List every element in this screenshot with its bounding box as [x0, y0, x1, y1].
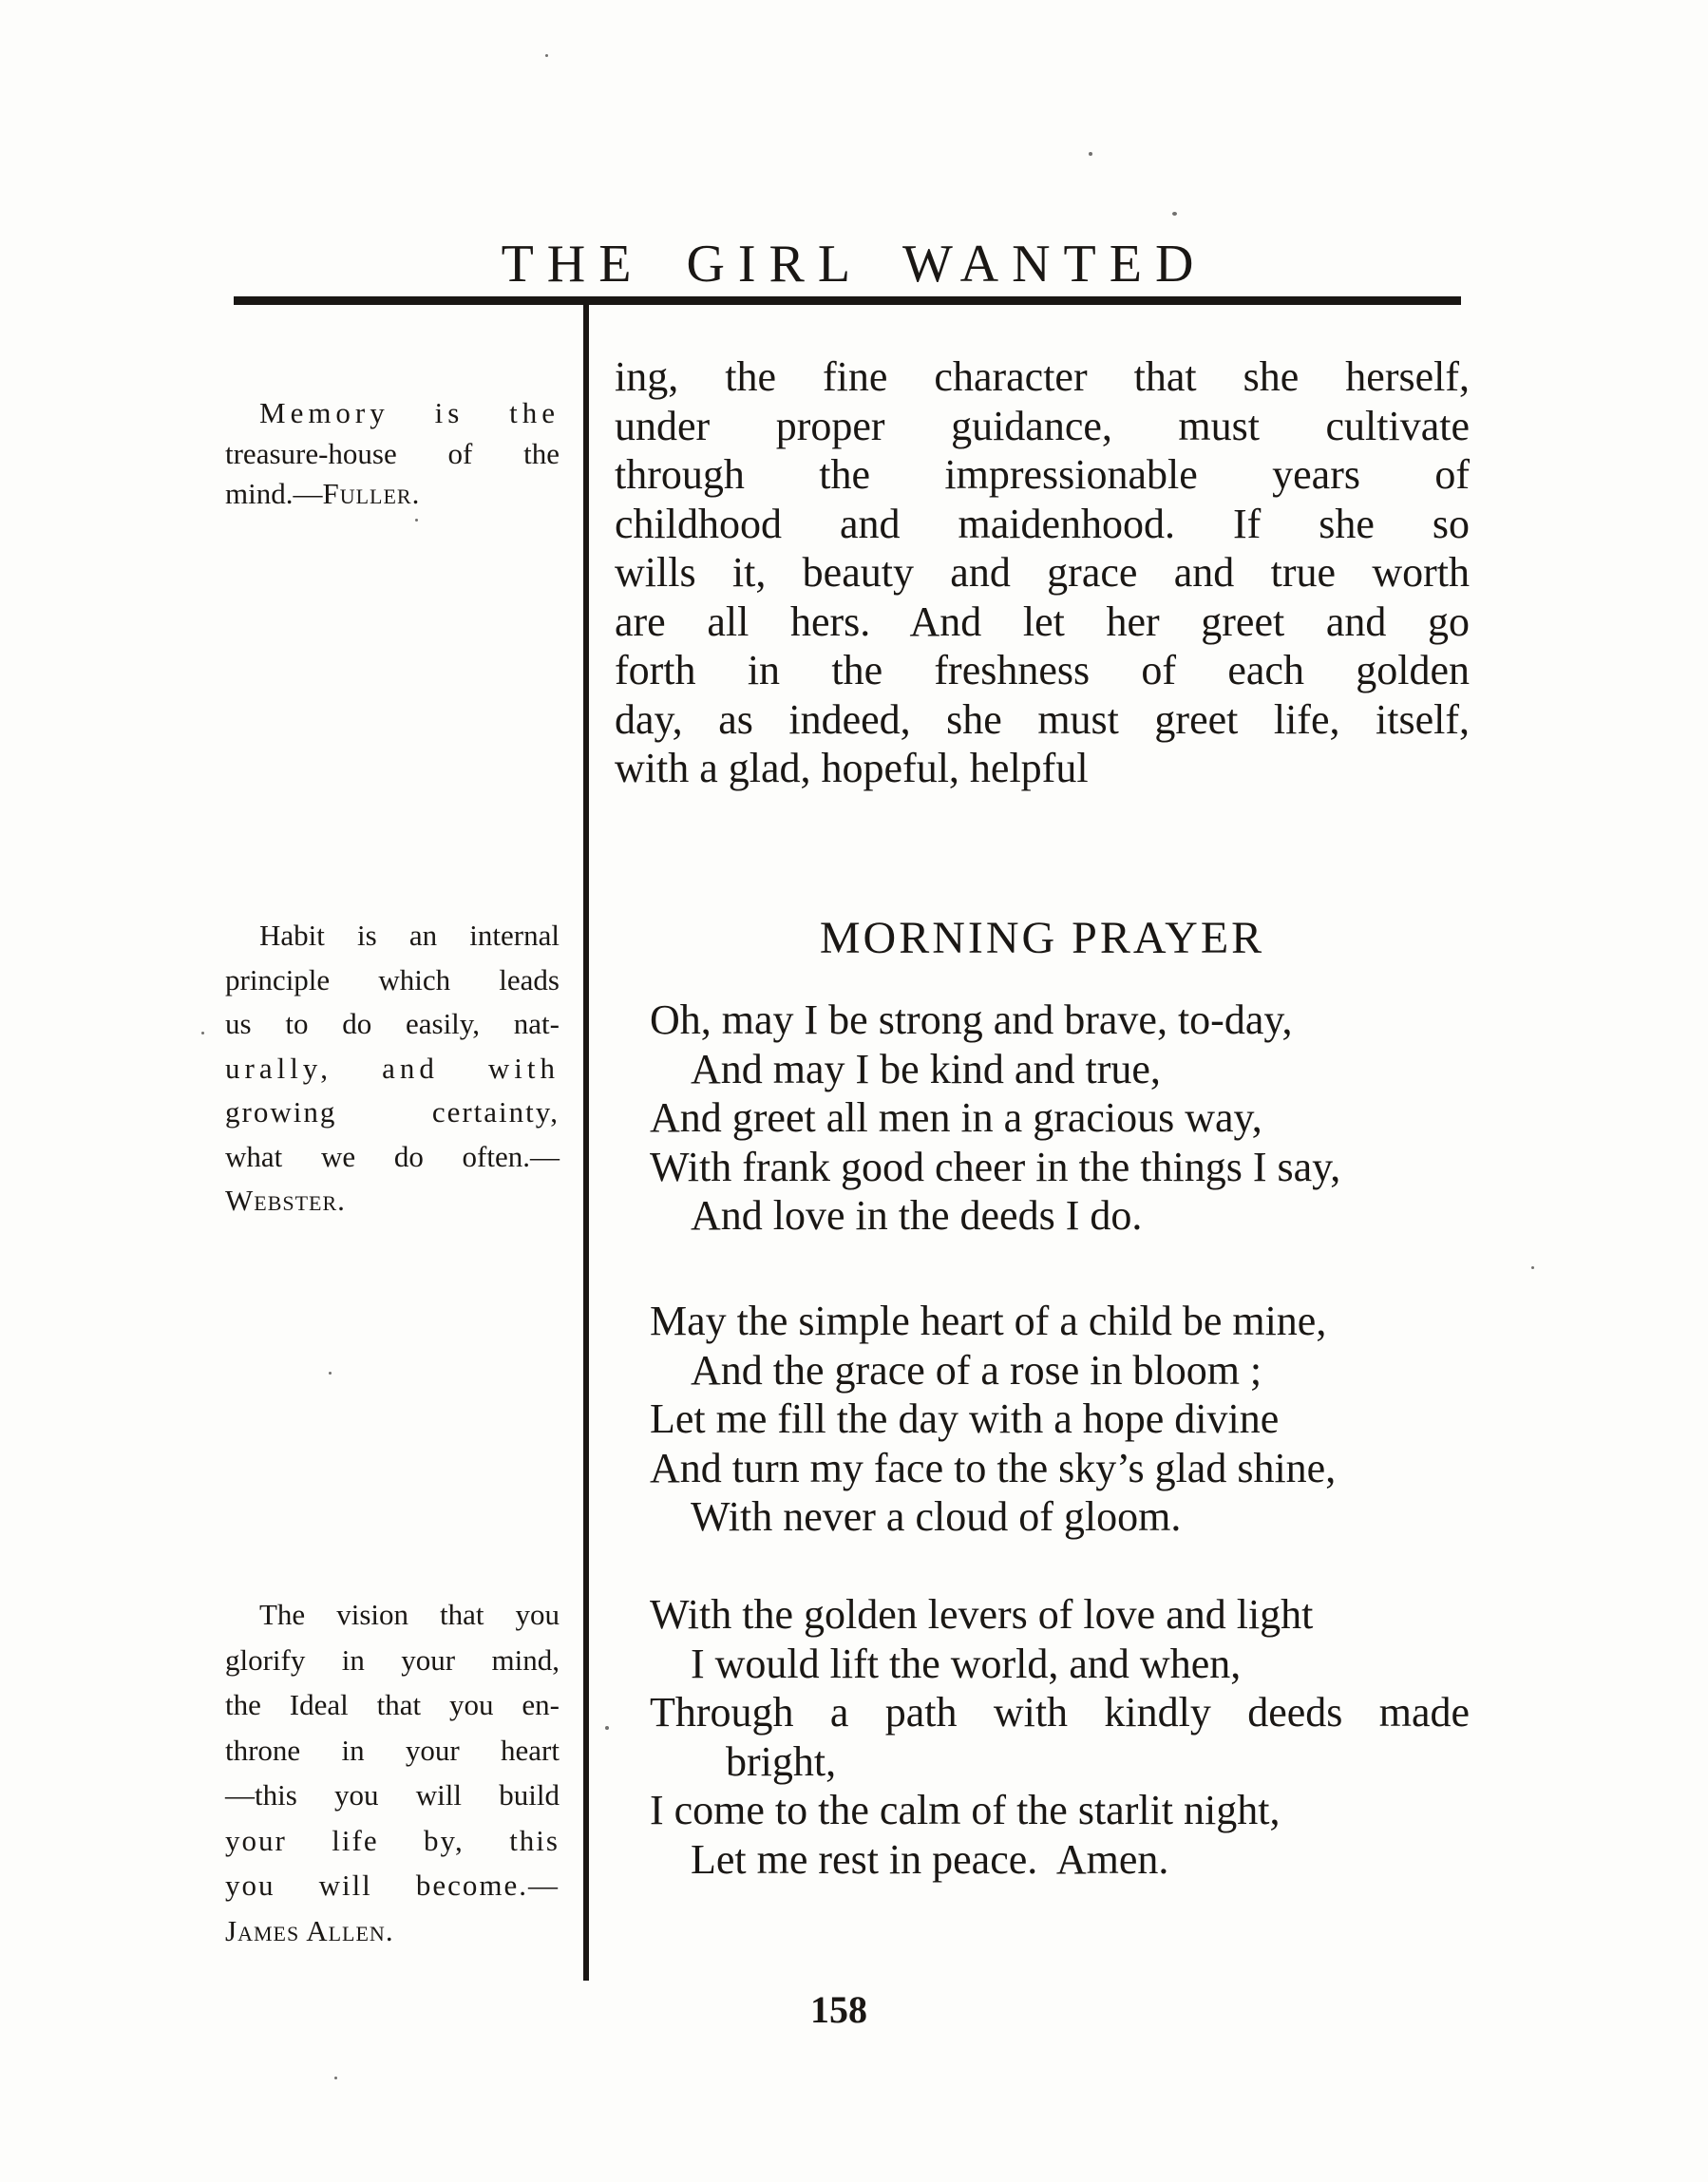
quote-line: growing certainty,: [225, 1095, 560, 1129]
quote-line: principle which leads: [225, 962, 560, 996]
paragraph-line: under proper guidance, must cultivate: [615, 402, 1470, 449]
scan-speck: [334, 2077, 337, 2079]
poem-line: With frank good cheer in the things I say,: [650, 1143, 1341, 1190]
scan-speck: [1172, 212, 1177, 216]
page-number: 158: [810, 1988, 867, 2031]
paragraph-line: are all hers. And let her greet and go: [615, 598, 1470, 645]
poem-line: Oh, may I be strong and brave, to-day,: [650, 996, 1293, 1043]
poem-line: And turn my face to the sky’s glad shine,: [650, 1444, 1337, 1491]
margin-quote-habit: [225, 914, 560, 1224]
quote-line: you will become.—: [225, 1869, 560, 1902]
poem-line: bright,: [726, 1737, 837, 1785]
quote-line: urally, and with: [225, 1051, 560, 1085]
quote-line: Habit is an internal: [259, 919, 560, 952]
quote-attribution: [225, 474, 560, 515]
quote-attribution: [225, 1179, 560, 1224]
poem-title: MORNING PRAYER: [819, 913, 1265, 963]
poem-line: I would lift the world, and when,: [691, 1640, 1242, 1687]
poem-line: And may I be kind and true,: [691, 1045, 1161, 1092]
quote-line: The vision that you: [259, 1598, 560, 1631]
paragraph-line: wills it, beauty and grace and true worth: [615, 549, 1470, 596]
poem-line: With the golden levers of love and light: [650, 1591, 1314, 1638]
body-paragraph: [615, 352, 1470, 793]
paragraph-line: through the impressionable years of: [615, 451, 1470, 498]
header-rule: [234, 296, 1461, 305]
column-divider-rule: [583, 305, 589, 1981]
quote-line: treasure-house of the: [225, 436, 560, 470]
poem-line: Let me rest in peace. Amen.: [691, 1835, 1169, 1883]
poem-stanza-1: [615, 996, 1470, 1241]
margin-quote-memory: [225, 393, 560, 515]
quote-attribution-name: Webster.: [225, 1184, 346, 1217]
scan-speck: [329, 1372, 332, 1375]
quote-line: your life by, this: [225, 1823, 560, 1857]
quote-attribution-name: Fuller.: [322, 477, 421, 510]
paragraph-line: with a glad, hopeful, helpful: [615, 745, 1089, 791]
scan-speck: [1531, 1266, 1534, 1269]
scan-speck: [415, 519, 418, 522]
quote-line: —this you will build: [225, 1778, 560, 1812]
quote-line: throne in your heart: [225, 1733, 560, 1767]
paragraph-line: forth in the freshness of each golden: [615, 647, 1470, 693]
paragraph-line: day, as indeed, she must greet life, itself,: [615, 695, 1470, 743]
poem-line: And greet all men in a gracious way,: [650, 1094, 1262, 1141]
scan-speck: [201, 1032, 204, 1034]
quote-line: what we do often.—: [225, 1139, 560, 1173]
quote-line: glorify in your mind,: [225, 1642, 560, 1677]
paragraph-line: childhood and maidenhood. If she so: [615, 500, 1470, 547]
quote-attribution: [225, 1908, 560, 1954]
poem-line: And the grace of a rose in bloom ;: [691, 1346, 1262, 1394]
scan-speck: [605, 1726, 609, 1730]
poem-line: Through a path with kindly deeds made: [650, 1689, 1470, 1736]
quote-line: us to do easily, nat-: [225, 1007, 560, 1040]
quote-attribution-pre: mind.—: [225, 477, 323, 510]
quote-attribution-name: James Allen.: [225, 1913, 394, 1947]
poem-stanza-3: [615, 1590, 1470, 1884]
poem-line: Let me fill the day with a hope divine: [650, 1395, 1280, 1442]
quote-line: the Ideal that you en-: [225, 1688, 560, 1721]
scan-speck: [545, 54, 548, 57]
poem-line: And love in the deeds I do.: [691, 1192, 1143, 1239]
poem-line: May the simple heart of a child be mine,: [650, 1298, 1327, 1344]
poem-line: I come to the calm of the starlit night,: [650, 1787, 1281, 1833]
paragraph-line: ing, the fine character that she herself,: [615, 353, 1470, 400]
quote-line: Memory is the: [259, 396, 560, 429]
poem-stanza-2: [615, 1297, 1470, 1542]
margin-quote-vision: [225, 1592, 560, 1953]
scan-speck: [1089, 152, 1092, 156]
page-title: THE GIRL WANTED: [501, 235, 1207, 294]
poem-line: With never a cloud of gloom.: [691, 1493, 1182, 1540]
